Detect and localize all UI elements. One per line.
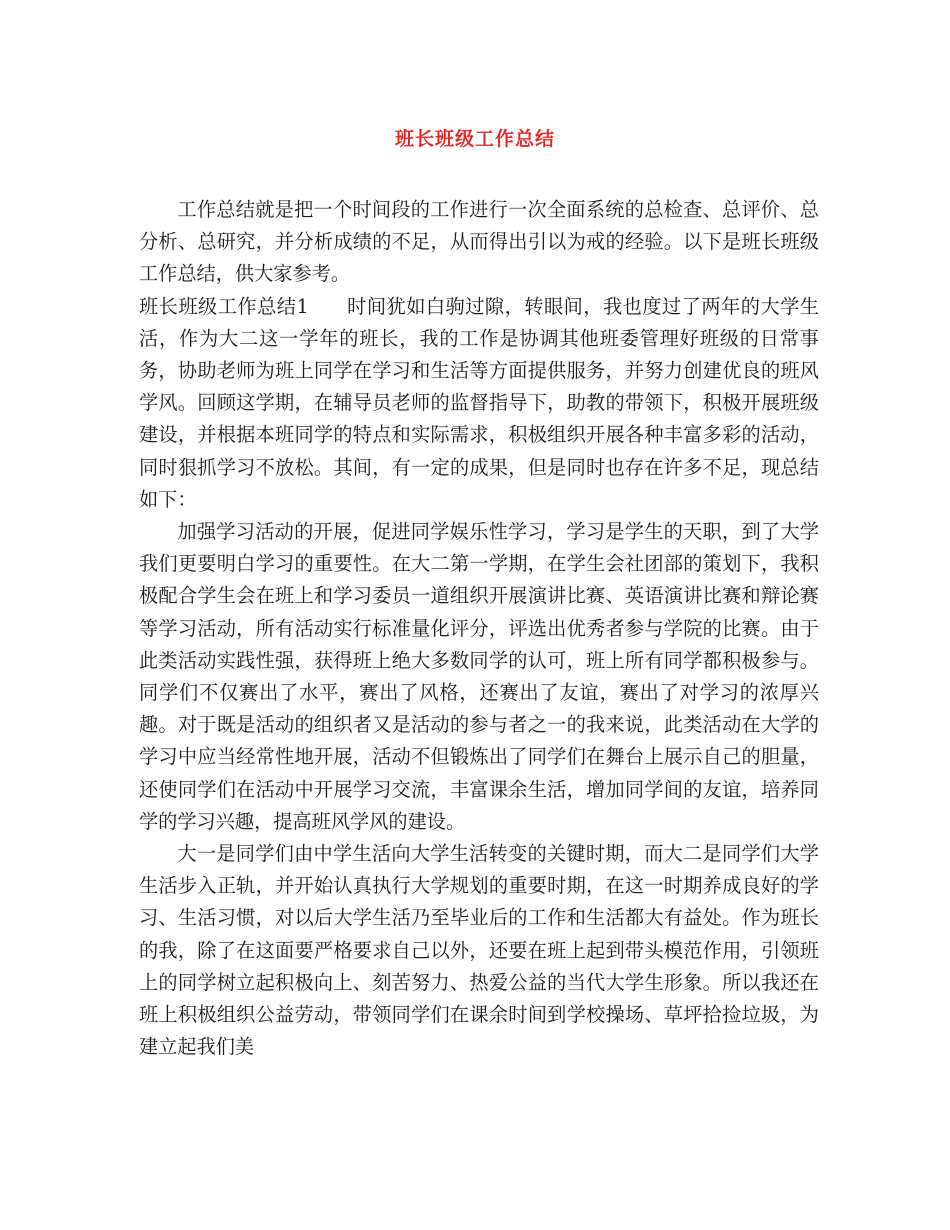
section1-paragraph: [139, 291, 819, 516]
intro-paragraph: 工作总结就是把一个时间段的工作进行一次全面系统的总检查、总评价、总分析、总研究，并分析成绩的不足，从而得出引以为戒的经验。以下是班长班级工作总结，供大家参考。: [139, 198, 819, 286]
document-title: 班长班级工作总结: [394, 128, 555, 150]
section1-text: 时间犹如白驹过隙，转眼间，我也度过了两年的大学生活，作为大二这一学年的班长，我的工作是协调其他班委管理好班级的日常事务，协助老师为班上同学在学习和生活等方面提供服务，并努力创建优良的班风学风。回顾这学期，在辅导员老师的监督指导下，助教的带领下，积极开展班级建设，并根据本班同学的特点和实际需求，积极组织开展各种丰富多彩的活动，同时狠抓学习不放松。其间，有一定的成果，但是同时也存在许多不足，现总结如下：: [139, 294, 819, 511]
paragraph-4: 大一是同学们由中学生活向大学生活转变的关键时期，而大二是同学们大学生活步入正轨，并开始认真执行大学规划的重要时期，在这一时期养成良好的学习、生活习惯，对以后大学生活乃至毕业后的工作和生活都大有益处。作为班长的我，除了在这面要严格要求自己以外，还要在班上起到带头模范作用，引领班上的同学树立起积极向上、刻苦努力、热爱公益的当代大学生形象。所以我还在班上积极组织公益劳动，带领同学们在课余时间到学校操场、草坪拾捡垃圾，为建立起我们美: [139, 842, 819, 1059]
paragraph-3: 加强学习活动的开展，促进同学娱乐性学习，学习是学生的天职，到了大学我们更要明白学习的重要性。在大二第一学期，在学生会社团部的策划下，我积极配合学生会在班上和学习委员一道组织开展演讲比赛、英语演讲比赛和辩论赛等学习活动，所有活动实行标准量化评分，评选出优秀者参与学院的比赛。由于此类活动实践性强，获得班上绝大多数同学的认可，班上所有同学都积极参与。同学们不仅赛出了水平，赛出了风格，还赛出了友谊，赛出了对学习的浓厚兴趣。对于既是活动的组织者又是活动的参与者之一的我来说，此类活动在大学的学习中应当经常性地开展，活动不但锻炼出了同学们在舞台上展示自己的胆量，还使同学们在活动中开展学习交流，丰富课余生活，增加同学间的友谊，培养同学的学习兴趣，提高班风学风的建设。: [139, 520, 819, 833]
document-body: [139, 194, 819, 1063]
section1-heading: 班长班级工作总结1: [139, 294, 309, 318]
